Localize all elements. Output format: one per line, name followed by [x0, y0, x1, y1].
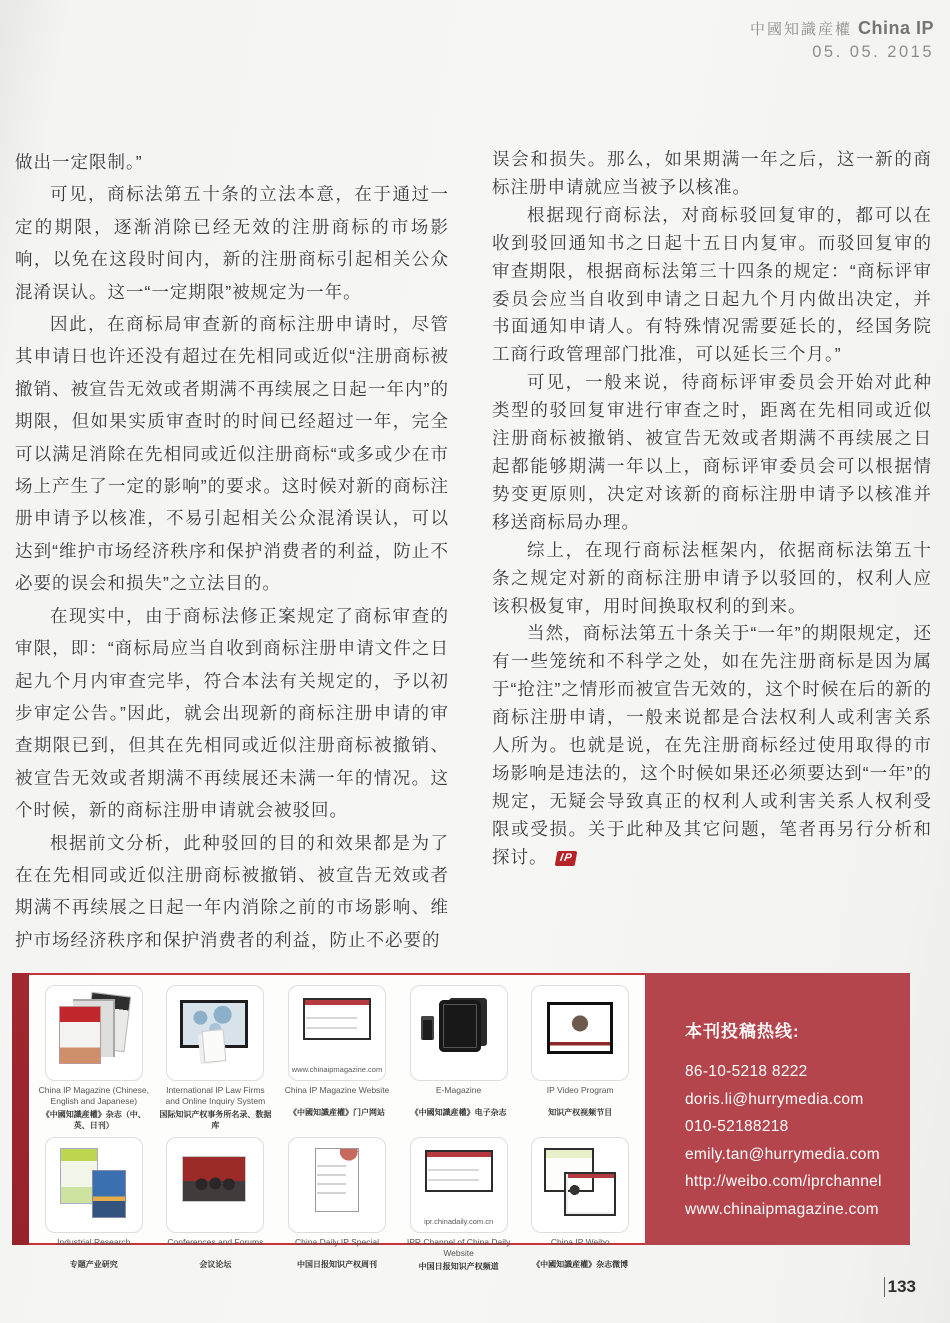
product-title-zh: 国际知识产权事务所名录、数据库 — [159, 1110, 272, 1131]
product-title-zh: 《中國知識産權》电子杂志 — [410, 1108, 507, 1117]
product-item-conferences — [155, 1137, 277, 1272]
product-thumb-box — [410, 1137, 508, 1233]
product-title-en: E-Magazine — [435, 1085, 482, 1095]
paragraph: 误会和损失。那么，如果期满一年之后，这一新的商标注册申请就应当被予以核准。 — [492, 149, 932, 197]
product-title-zh: 专题产业研究 — [69, 1260, 118, 1270]
product-title-en: IP Video Program — [546, 1085, 614, 1095]
product-item-video-program — [519, 985, 641, 1131]
product-item-chinadaily-special — [276, 1137, 398, 1272]
article-right-column — [492, 146, 932, 872]
brand-english: China IP — [857, 18, 934, 38]
weibo-pages-icon — [542, 1146, 618, 1220]
paragraph: 可见，一般来说，待商标评审委员会开始对此种类型的驳回复审进行审查之时，距离在先相同或近似注册商标被撤销、被宣告无效或者期满不再续展之日起都能够期满一年以上，商标评审委员会可以根据情势变更原则，决定对该新的商标注册申请予以核准并移送商标局办理。 — [492, 372, 932, 532]
website-screenshot-icon — [421, 1146, 497, 1204]
hotline-title: 本刊投稿热线: — [685, 1022, 800, 1041]
hotline-website-url: www.chinaipmagazine.com — [685, 1200, 879, 1218]
promo-banner — [12, 973, 910, 1272]
paragraph — [492, 620, 932, 871]
product-url: www.chinaipmagazine.com — [291, 1065, 383, 1074]
product-title-zh: 知识产权视频节目 — [548, 1108, 613, 1117]
paragraph: 根据前文分析，此种驳回的目的和效果都是为了在在先相同或近似注册商标被撤销、被宣告无效或者期满不再续展之日起一年内消除之前的市场影响、维护市场经济秩序和保护消费者的利益，防止不必要的 — [15, 832, 449, 950]
paragraph: 做出一定限制。” — [15, 152, 143, 172]
hotline-weibo-url: http://weibo.com/iprchannel — [685, 1173, 882, 1190]
product-item-industrial-research — [33, 1137, 155, 1272]
paragraph: 可见，商标法第五十条的立法本意，在于通过一定的期限，逐渐消除已经无效的注册商标的市场影响，以免在这段时间内，新的注册商标引起相关公众混淆误认。这一“一定期限”被规定为一年。 — [15, 184, 449, 302]
product-item-weibo — [519, 1137, 641, 1272]
brand-line — [750, 18, 934, 39]
hotline-phone: 010-52188218 — [685, 1118, 789, 1135]
ip-endmark-icon: IP — [554, 851, 577, 866]
paragraph: 在现实中，由于商标法修正案规定了商标审查的审限，即：“商标局应当自收到商标注册申请文件之日起九个月内审查完毕，符合本法有关规定的，予以初步审定公告。”因此，就会出现新的商标注册申请的审查期限已到，但其在先相同或近似注册商标被撤销、被宣告无效或者期满不再续展还未满一年的情况。这个时候，新的商标注册申请就会被驳回。 — [15, 605, 449, 821]
page-number: 133 — [884, 1277, 916, 1297]
hotline-email: emily.tan@hurrymedia.com — [685, 1145, 880, 1163]
product-title-en: Industrial Research — [57, 1237, 131, 1248]
product-thumb-box — [531, 985, 629, 1081]
product-thumb-box — [288, 1137, 386, 1233]
paragraph: 因此，在商标局审查新的商标注册申请时，尽管其申请日也许还没有超过在先相同或近似“注册商标被撤销、被宣告无效或者期满不再续展之日起一年内”的期限，但如果实质审查时的时间已经超过一年，完全可以满足消除在先相同或近似注册商标“或多或少在市场上产生了一定的影响”的要求。这时候对新的商标注册申请予以核准，不易引起相关公众混淆误认，可以达到“维护市场经济秩序和保护消费者的利益，防止不必要的误会和损失”之立法目的。 — [15, 314, 449, 594]
product-title-en: China IP Magazine (Chinese, English and Japanese) — [38, 1085, 149, 1107]
product-title-en: International IP Law Firms and Online Inquiry System — [165, 1085, 266, 1107]
product-title-zh: 《中國知識産權》杂志（中、英、日刊） — [41, 1110, 146, 1131]
website-screenshot-icon — [299, 994, 375, 1052]
hotline-email: doris.li@hurrymedia.com — [685, 1090, 864, 1108]
product-title-en: China Daily IP Special — [295, 1237, 379, 1248]
article-left-column — [15, 146, 449, 956]
product-item-emagazine — [398, 985, 520, 1131]
report-covers-icon — [56, 1146, 132, 1220]
brand-chinese: 中國知識産權 — [749, 21, 852, 38]
video-still-icon — [542, 994, 618, 1068]
product-title-en: IPR Channel of China Daily Website — [406, 1237, 511, 1259]
product-thumb-box — [531, 1137, 629, 1233]
product-title-en: China IP Magazine Website — [284, 1085, 390, 1095]
product-title-en: Conferences and Forums — [167, 1237, 264, 1248]
world-map-frame-icon — [177, 994, 253, 1068]
product-title-en: China IP Weibo — [550, 1237, 610, 1248]
conference-photo-icon — [177, 1146, 253, 1220]
banner-spine — [12, 973, 29, 1245]
product-item-ipr-channel — [398, 1137, 520, 1272]
magazine-covers-icon — [56, 994, 132, 1068]
product-item-website — [276, 985, 398, 1131]
product-url: ipr.chinadaily.com.cn — [424, 1217, 494, 1227]
hotline-phone: 86-10-5218 8222 — [685, 1063, 808, 1080]
product-grid-area — [29, 973, 645, 1272]
masthead — [750, 18, 934, 62]
product-thumb-box — [166, 985, 264, 1081]
product-thumb-box — [166, 1137, 264, 1233]
product-item-magazine — [33, 985, 155, 1131]
paragraph: 根据现行商标法，对商标驳回复审的，都可以在收到驳回通知书之日起十五日内复审。而驳回复审的审查期限，根据商标法第三十四条的规定：“商标评审委员会应当自收到申请之日起九个月内做出决定，并书面通知申请人。有特殊情况需要延长的，经国务院工商行政管理部门批准，可以延长三个月。” — [492, 204, 932, 365]
product-thumb-box — [45, 985, 143, 1081]
product-thumb-box — [410, 985, 508, 1081]
product-thumb-box — [45, 1137, 143, 1233]
product-title-zh: 中国日报知识产权频道 — [418, 1262, 499, 1272]
paragraph: 综上，在现行商标法框架内，依据商标法第五十条之规定对新的商标注册申请予以驳回的，权利人应该积极复审，用时间换取权利的到来。 — [492, 539, 932, 616]
paragraph-text: 当然，商标法第五十条关于“一年”的期限规定，还有一些笼统和不科学之处，如在先注册商标是因为属于“抢注”之情形而被宣告无效的，这个时候在后的新的商标注册申请，一般来说都是合法权利人或利害关系人所为。也就是说，在先注册商标经过使用取得的市场影响是违法的，这个时候如果还必须要达到“一年”的规定，无疑会导致真正的权利人或利害关系人权利受限或受损。关于此种及其它问题，笔者再另行分析和探讨。 — [492, 623, 932, 867]
product-thumb-box — [288, 985, 386, 1081]
product-title-zh: 《中國知識産權》门户网站 — [288, 1108, 385, 1117]
submission-hotline-panel — [645, 973, 910, 1245]
product-grid — [33, 985, 641, 1272]
newspaper-page-icon — [299, 1146, 375, 1220]
product-title-zh: 中国日报知识产权周刊 — [296, 1260, 377, 1270]
product-item-lawfirm-directory — [155, 985, 277, 1131]
product-title-zh: 《中國知識産權》杂志微博 — [532, 1260, 629, 1270]
tablet-devices-icon — [421, 994, 497, 1068]
issue-date: 05. 05. 2015 — [812, 43, 934, 61]
product-title-zh: 会议论坛 — [199, 1260, 232, 1270]
